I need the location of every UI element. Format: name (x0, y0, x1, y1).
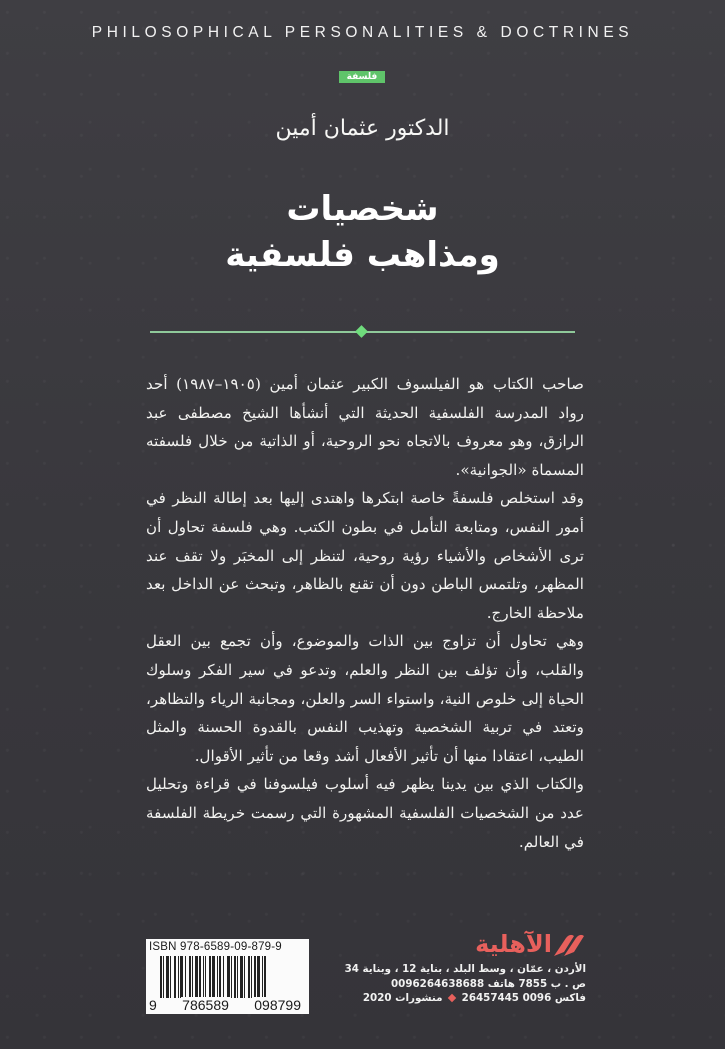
author-name: الدكتور عثمان أمين (275, 116, 450, 141)
book-title-line-2: ومذاهب فلسفية (225, 235, 500, 275)
publisher-info (344, 930, 586, 1006)
description-paragraph: وقد استخلص فلسفةً خاصة ابتكرها واهتدى إليها بعد إطالة النظر في أمور النفس، ومتابعة التأمل في بطون الكتب. وهي فلسفة تحاول أن ترى الأشخاص والأشياء رؤية روحية، لتنظر إلى المخبَر ولا تقف عند المظهر، وتلتمس الباطن دون أن تقنع بالظاهر، وتبحث عن الداخل بعد ملاحظة الخارج. (146, 489, 584, 622)
barcode-digits (148, 997, 308, 1013)
barcode-digit-group-2: 098799 (254, 997, 301, 1013)
publisher-logo (378, 930, 586, 960)
category-badge: فلسفة (339, 71, 385, 83)
publisher-logo-text: الآهلية (475, 930, 552, 958)
book-title-line-1: شخصيات (286, 189, 439, 229)
book-description (146, 370, 584, 856)
diamond-separator-icon (448, 994, 456, 1002)
publisher-edition: منشورات 2020 (362, 992, 443, 1004)
barcode-digit-group-1: 786589 (182, 997, 229, 1013)
series-title: PHILOSOPHICAL PERSONALITIES & DOCTRINES (91, 24, 634, 41)
book-title (0, 186, 725, 278)
barcode-digit-first: 9 (149, 997, 157, 1013)
publisher-swoosh-icon (552, 932, 586, 958)
publisher-fax: فاكس 0096 26457445 (461, 992, 586, 1004)
description-paragraph: صاحب الكتاب هو الفيلسوف الكبير عثمان أمين (١٩٠٥–١٩٨٧) أحد رواد المدرسة الفلسفية الحديثة التي أنشأها الشيخ مصطفى عبد الرازق، وهو معروف بالاتجاه نحو الروحية، أو الذاتية من خلال فلسفته المسماة «الجوانية». (146, 375, 584, 479)
isbn-barcode (146, 939, 309, 1014)
isbn-label: ISBN 978-6589-09-879-9 (149, 941, 282, 953)
publisher-address: الأردن ، عمّان ، وسط البلد ، بناية 12 ، وبناية 34 (344, 963, 586, 975)
diamond-ornament-icon (355, 325, 368, 338)
publisher-po-phone: ص . ب 7855 هاتف 0096264638688 (391, 977, 586, 990)
description-paragraph: وهي تحاول أن تزاوج بين الذات والموضوع، وأن تجمع بين العقل والقلب، وأن تؤلف بين النظر والعلم، وتدعو في سير الفكر وسلوك الحياة إلى خلوص النية، واستواء السر والعلن، ومجانبة الرياء والتظاهر، وتعتد في تربية الشخصية وتهذيب النفس بالقدوة الحسنة والمثل الطيب، اعتقادا منها أن تأثير الأفعال أشد وقعا من تأثير الأقوال. (146, 632, 584, 765)
description-paragraph: والكتاب الذي بين يدينا يظهر فيه أسلوب فيلسوفنا في قراءة وتحليل عدد من الشخصيات الفلسفية المشهورة التي رسمت خريطة الفلسفة في العالم. (146, 775, 584, 851)
publisher-fax-edition (362, 991, 586, 1006)
barcode-bars-icon (160, 956, 300, 998)
